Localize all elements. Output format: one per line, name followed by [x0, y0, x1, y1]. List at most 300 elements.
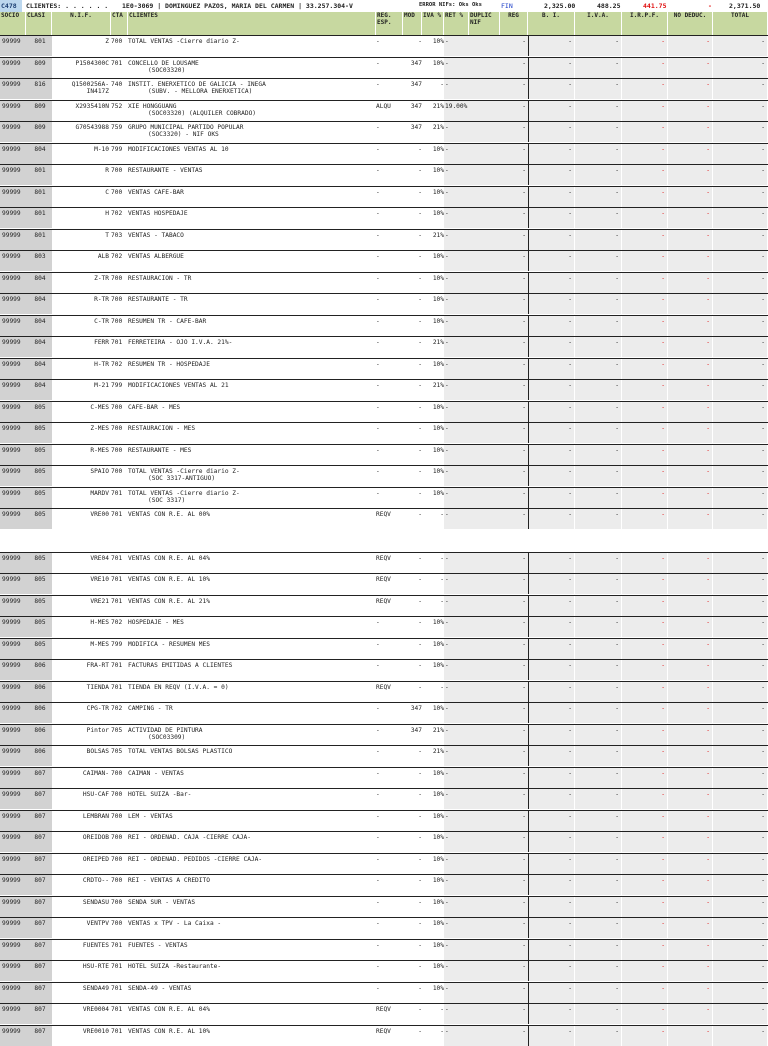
- socio-cell: 99999: [0, 294, 26, 314]
- table-row[interactable]: [0, 465, 768, 487]
- socio-cell: 99999: [0, 832, 26, 852]
- mod-cell: -: [403, 445, 422, 465]
- nif-cell: Z-TR: [52, 273, 111, 293]
- client-name-line: RESTAURANTE - MES: [128, 447, 191, 454]
- amount-cell: -: [668, 294, 713, 314]
- table-row[interactable]: [0, 573, 768, 595]
- ret-cell: -: [444, 359, 469, 379]
- table-row[interactable]: [0, 207, 768, 229]
- socio-cell: 99999: [0, 380, 26, 400]
- table-row[interactable]: [0, 121, 768, 143]
- reg-esp-cell: REQV: [376, 1004, 403, 1024]
- amount-cell: -: [668, 402, 713, 422]
- mod-cell: -: [403, 359, 422, 379]
- amount-cell: -: [528, 854, 575, 874]
- table-row[interactable]: [0, 422, 768, 444]
- amount-cell: -: [713, 703, 768, 723]
- table-row[interactable]: [0, 810, 768, 832]
- reg-esp-cell: -: [376, 337, 403, 357]
- amount-cell: -: [622, 725, 668, 745]
- iva-cell: 10%: [422, 875, 444, 895]
- amount-cell: -: [575, 660, 622, 680]
- ret-cell: 19.00%: [444, 101, 469, 121]
- mod-cell: -: [403, 940, 422, 960]
- amount-cell: -: [668, 380, 713, 400]
- amount-cell: -: [668, 961, 713, 981]
- amount-cell: -: [528, 380, 575, 400]
- amount-cell: -: [713, 875, 768, 895]
- client-name-line: MODIFICACIONES VENTAS AL 21: [128, 382, 229, 389]
- duplic-cell: [469, 725, 500, 745]
- amount-cell: -: [622, 918, 668, 938]
- table-row[interactable]: [0, 616, 768, 638]
- reg-cell: -: [500, 466, 528, 486]
- table-row[interactable]: [0, 874, 768, 896]
- ret-cell: -: [444, 961, 469, 981]
- amount-cell: -: [668, 445, 713, 465]
- table-row[interactable]: [0, 788, 768, 810]
- amount-cell: -: [575, 380, 622, 400]
- duplic-cell: [469, 144, 500, 164]
- amount-cell: -: [622, 122, 668, 142]
- client-name: [128, 144, 376, 164]
- ret-cell: -: [444, 36, 469, 56]
- amount-cell: -: [575, 703, 622, 723]
- amount-cell: -: [713, 725, 768, 745]
- nif-cell: SENDASU: [52, 897, 111, 917]
- clasi-cell: 807: [26, 875, 52, 895]
- clasi-cell: 807: [26, 832, 52, 852]
- cta-cell: 799: [111, 380, 128, 400]
- cta-cell: 701: [111, 961, 128, 981]
- table-row[interactable]: [0, 487, 768, 509]
- reg-cell: -: [500, 854, 528, 874]
- clasi-cell: 804: [26, 337, 52, 357]
- table-row[interactable]: [0, 78, 768, 100]
- amount-cell: -: [528, 273, 575, 293]
- clasi-cell: 807: [26, 897, 52, 917]
- amount-cell: -: [575, 875, 622, 895]
- client-name: [128, 961, 376, 981]
- duplic-cell: [469, 918, 500, 938]
- table-row[interactable]: [0, 164, 768, 186]
- client-name: [128, 811, 376, 831]
- ret-cell: -: [444, 230, 469, 250]
- amount-cell: -: [622, 639, 668, 659]
- reg-cell: -: [500, 337, 528, 357]
- amount-cell: -: [528, 617, 575, 637]
- ret-cell: -: [444, 187, 469, 207]
- mod-cell: -: [403, 165, 422, 185]
- amount-cell: -: [622, 251, 668, 271]
- duplic-cell: [469, 509, 500, 529]
- table-row[interactable]: [0, 272, 768, 294]
- amount-cell: -: [668, 359, 713, 379]
- socio-cell: 99999: [0, 854, 26, 874]
- nif-cell: HSU-RTE: [52, 961, 111, 981]
- table-row[interactable]: [0, 358, 768, 380]
- table-row[interactable]: [0, 681, 768, 703]
- client-name-line: REI - VENTAS A CREDITO: [128, 877, 210, 884]
- client-name: [128, 251, 376, 271]
- clientes-label: CLIENTES: . . . . . .: [26, 2, 108, 10]
- client-name-line: REI - ORDENAD. PEDIDOS -CIERRE CAJA-: [128, 856, 262, 863]
- reg-cell: -: [500, 617, 528, 637]
- ret-cell: -: [444, 122, 469, 142]
- amount-cell: -: [528, 940, 575, 960]
- amount-cell: -: [575, 337, 622, 357]
- amount-cell: -: [713, 854, 768, 874]
- duplic-cell: [469, 402, 500, 422]
- reg-cell: -: [500, 423, 528, 443]
- header-bi: B. I.: [528, 12, 575, 35]
- nif-cell: SPAIO: [52, 466, 111, 486]
- iva-cell: 10%: [422, 703, 444, 723]
- header-duplic-nif: DUPLIC NIF: [469, 12, 500, 35]
- ret-cell: -: [444, 1004, 469, 1024]
- table-row[interactable]: [0, 552, 768, 574]
- socio-cell: 99999: [0, 488, 26, 508]
- client-name: [128, 875, 376, 895]
- amount-cell: -: [713, 1026, 768, 1046]
- amount-cell: -: [575, 746, 622, 766]
- clasi-cell: 807: [26, 854, 52, 874]
- reg-esp-cell: REQV: [376, 574, 403, 594]
- duplic-cell: [469, 380, 500, 400]
- duplic-cell: [469, 294, 500, 314]
- cta-cell: 700: [111, 187, 128, 207]
- amount-cell: -: [575, 488, 622, 508]
- table-row[interactable]: [0, 100, 768, 122]
- table-row[interactable]: [0, 1003, 768, 1025]
- reg-esp-cell: -: [376, 230, 403, 250]
- socio-cell: 99999: [0, 251, 26, 271]
- clasi-cell: 807: [26, 961, 52, 981]
- ret-cell: -: [444, 897, 469, 917]
- nif-cell: H-TR: [52, 359, 111, 379]
- client-name: [128, 423, 376, 443]
- table-row[interactable]: [0, 229, 768, 251]
- reg-cell: -: [500, 596, 528, 616]
- socio-cell: 99999: [0, 660, 26, 680]
- mod-cell: -: [403, 466, 422, 486]
- reg-esp-cell: -: [376, 725, 403, 745]
- amount-cell: -: [713, 36, 768, 56]
- nif-cell: FRA-RT: [52, 660, 111, 680]
- ret-cell: -: [444, 273, 469, 293]
- table-row[interactable]: [0, 939, 768, 961]
- table-row[interactable]: [0, 444, 768, 466]
- amount-cell: -: [528, 359, 575, 379]
- clasi-cell: 803: [26, 251, 52, 271]
- socio-cell: 99999: [0, 101, 26, 121]
- nif-cell: FUENTES: [52, 940, 111, 960]
- reg-esp-cell: -: [376, 359, 403, 379]
- iva-cell: 21%: [422, 337, 444, 357]
- nif-cell: BOLSAS: [52, 746, 111, 766]
- amount-cell: -: [575, 918, 622, 938]
- client-name-line: VENTAS - TABACO: [128, 232, 184, 239]
- mod-cell: 347: [403, 122, 422, 142]
- table-row[interactable]: [0, 638, 768, 660]
- amount-cell: -: [622, 488, 668, 508]
- mod-cell: 347: [403, 703, 422, 723]
- duplic-cell: [469, 273, 500, 293]
- duplic-cell: [469, 682, 500, 702]
- iva-cell: 10%: [422, 423, 444, 443]
- amount-cell: -: [668, 230, 713, 250]
- amount-cell: -: [622, 897, 668, 917]
- mod-cell: -: [403, 509, 422, 529]
- client-name-line: GRUPO MUNICIPAL PARTIDO POPULAR: [128, 124, 243, 131]
- amount-cell: -: [528, 768, 575, 788]
- client-name: [128, 682, 376, 702]
- table-row[interactable]: [0, 896, 768, 918]
- socio-cell: 99999: [0, 337, 26, 357]
- mod-cell: -: [403, 1004, 422, 1024]
- client-name-line: XIE HONGGUANG: [128, 103, 176, 110]
- ret-cell: -: [444, 445, 469, 465]
- client-name-line: VENTAS CON R.E. AL 10%: [128, 576, 210, 583]
- clasi-cell: 804: [26, 144, 52, 164]
- client-name: [128, 897, 376, 917]
- socio-cell: 99999: [0, 875, 26, 895]
- amount-cell: -: [668, 509, 713, 529]
- socio-cell: 99999: [0, 165, 26, 185]
- cta-cell: 702: [111, 703, 128, 723]
- client-name: [128, 445, 376, 465]
- ret-cell: -: [444, 832, 469, 852]
- table-row[interactable]: [0, 659, 768, 681]
- client-name-line: TIENDA EN REQV (I.V.A. = 0): [128, 684, 229, 691]
- amount-cell: -: [713, 639, 768, 659]
- amount-cell: -: [713, 789, 768, 809]
- socio-cell: 99999: [0, 789, 26, 809]
- socio-cell: 99999: [0, 574, 26, 594]
- amount-cell: -: [668, 703, 713, 723]
- duplic-cell: [469, 58, 500, 78]
- table-row[interactable]: [0, 917, 768, 939]
- amount-cell: -: [528, 79, 575, 99]
- reg-esp-cell: -: [376, 875, 403, 895]
- socio-cell: 99999: [0, 961, 26, 981]
- socio-cell: 99999: [0, 58, 26, 78]
- mod-cell: -: [403, 596, 422, 616]
- iva-cell: 10%: [422, 660, 444, 680]
- duplic-cell: [469, 445, 500, 465]
- fin-link[interactable]: FIN: [501, 2, 513, 10]
- amount-cell: -: [528, 660, 575, 680]
- table-row[interactable]: [0, 315, 768, 337]
- amount-cell: -: [713, 553, 768, 573]
- amount-cell: -: [575, 251, 622, 271]
- amount-cell: -: [575, 897, 622, 917]
- table-row[interactable]: [0, 379, 768, 401]
- table-row[interactable]: [0, 853, 768, 875]
- socio-cell: 99999: [0, 423, 26, 443]
- nif-cell: C-TR: [52, 316, 111, 336]
- header-no-deduc: NO DEDUC.: [668, 12, 713, 35]
- amount-cell: -: [668, 273, 713, 293]
- client-name-line: RESUMEN TR - HOSPEDAJE: [128, 361, 210, 368]
- mod-cell: -: [403, 187, 422, 207]
- ret-cell: -: [444, 423, 469, 443]
- table-row[interactable]: [0, 767, 768, 789]
- cta-cell: 702: [111, 208, 128, 228]
- client-name: [128, 466, 376, 486]
- socio-cell: 99999: [0, 36, 26, 56]
- amount-cell: -: [528, 682, 575, 702]
- reg-esp-cell: REQV: [376, 682, 403, 702]
- nif-cell: M-21: [52, 380, 111, 400]
- amount-cell: -: [528, 144, 575, 164]
- table-row[interactable]: [0, 143, 768, 165]
- socio-cell: 99999: [0, 553, 26, 573]
- table-row[interactable]: [0, 250, 768, 272]
- mod-cell: -: [403, 380, 422, 400]
- mod-cell: -: [403, 660, 422, 680]
- client-name-line: VENTAS CAFE-BAR: [128, 189, 184, 196]
- cta-cell: 702: [111, 617, 128, 637]
- cta-cell: 752: [111, 101, 128, 121]
- ret-cell: -: [444, 58, 469, 78]
- amount-cell: -: [622, 617, 668, 637]
- client-name-line: RESTAURACION - MES: [128, 425, 195, 432]
- nif-cell: ALB: [52, 251, 111, 271]
- table-row[interactable]: [0, 982, 768, 1004]
- cta-cell: 700: [111, 445, 128, 465]
- ret-cell: -: [444, 639, 469, 659]
- client-name: [128, 660, 376, 680]
- amount-cell: -: [622, 509, 668, 529]
- table-row[interactable]: [0, 745, 768, 767]
- table-row[interactable]: [0, 595, 768, 617]
- sheet-code: C478: [0, 0, 22, 12]
- nif-cell: R: [52, 165, 111, 185]
- amount-cell: -: [713, 918, 768, 938]
- amount-cell: -: [622, 768, 668, 788]
- table-row[interactable]: [0, 35, 768, 57]
- reg-esp-cell: -: [376, 187, 403, 207]
- amount-cell: -: [622, 165, 668, 185]
- table-row[interactable]: [0, 336, 768, 358]
- reg-cell: -: [500, 58, 528, 78]
- clasi-cell: 806: [26, 703, 52, 723]
- nif-cell: TIENDA: [52, 682, 111, 702]
- table-row[interactable]: [0, 293, 768, 315]
- iva-cell: 10%: [422, 768, 444, 788]
- reg-esp-cell: -: [376, 144, 403, 164]
- amount-cell: -: [575, 1004, 622, 1024]
- client-name-line: HOTEL SUIZA -Restaurante-: [128, 963, 221, 970]
- clasi-cell: 807: [26, 940, 52, 960]
- reg-cell: -: [500, 165, 528, 185]
- amount-cell: -: [528, 639, 575, 659]
- amount-cell: -: [622, 445, 668, 465]
- ret-cell: -: [444, 144, 469, 164]
- table-row[interactable]: [0, 831, 768, 853]
- client-name: [128, 36, 376, 56]
- nif-cell: T: [52, 230, 111, 250]
- amount-cell: -: [713, 122, 768, 142]
- amount-cell: -: [622, 703, 668, 723]
- amount-cell: -: [713, 58, 768, 78]
- table-row[interactable]: [0, 1025, 768, 1046]
- amount-cell: -: [575, 940, 622, 960]
- amount-cell: -: [713, 897, 768, 917]
- amount-cell: -: [713, 940, 768, 960]
- amount-cell: -: [668, 466, 713, 486]
- iva-cell: 10%: [422, 983, 444, 1003]
- amount-cell: -: [713, 445, 768, 465]
- table-row[interactable]: [0, 702, 768, 724]
- table-row[interactable]: [0, 960, 768, 982]
- client-name: [128, 337, 376, 357]
- amount-cell: -: [668, 832, 713, 852]
- mod-cell: -: [403, 294, 422, 314]
- nif-cell: G70543988: [52, 122, 111, 142]
- amount-cell: -: [622, 79, 668, 99]
- amount-cell: -: [713, 337, 768, 357]
- table-row[interactable]: [0, 401, 768, 423]
- socio-cell: 99999: [0, 273, 26, 293]
- table-row[interactable]: [0, 724, 768, 746]
- amount-cell: -: [575, 961, 622, 981]
- amount-cell: -: [528, 918, 575, 938]
- clasi-cell: 804: [26, 294, 52, 314]
- amount-cell: -: [575, 230, 622, 250]
- table-row[interactable]: [0, 57, 768, 79]
- duplic-cell: [469, 423, 500, 443]
- amount-cell: -: [668, 36, 713, 56]
- duplic-cell: [469, 811, 500, 831]
- amount-cell: -: [528, 509, 575, 529]
- reg-esp-cell: -: [376, 832, 403, 852]
- cta-cell: 700: [111, 854, 128, 874]
- client-name-line: INSTIT. ENERXETICO DE GALICIA - INEGA: [128, 81, 266, 88]
- clasi-cell: 804: [26, 359, 52, 379]
- amount-cell: -: [575, 983, 622, 1003]
- amount-cell: -: [622, 36, 668, 56]
- reg-esp-cell: -: [376, 660, 403, 680]
- cta-cell: 700: [111, 875, 128, 895]
- table-row[interactable]: [0, 508, 768, 530]
- reg-esp-cell: -: [376, 466, 403, 486]
- client-name-sub: (SOC03309): [128, 734, 185, 741]
- socio-cell: 99999: [0, 897, 26, 917]
- reg-esp-cell: REQV: [376, 509, 403, 529]
- socio-cell: 99999: [0, 768, 26, 788]
- amount-cell: -: [713, 617, 768, 637]
- reg-cell: -: [500, 509, 528, 529]
- cta-cell: 700: [111, 789, 128, 809]
- table-row[interactable]: [0, 186, 768, 208]
- cta-cell: 705: [111, 725, 128, 745]
- cta-cell: 703: [111, 230, 128, 250]
- mod-cell: -: [403, 897, 422, 917]
- client-name-line: SENDA-49 - VENTAS: [128, 985, 191, 992]
- ret-cell: -: [444, 488, 469, 508]
- socio-cell: 99999: [0, 144, 26, 164]
- mod-cell: -: [403, 337, 422, 357]
- amount-cell: -: [575, 574, 622, 594]
- ret-cell: -: [444, 918, 469, 938]
- amount-cell: -: [575, 79, 622, 99]
- mod-cell: -: [403, 273, 422, 293]
- client-name-line: CAIMAN - VENTAS: [128, 770, 184, 777]
- clasi-cell: 806: [26, 725, 52, 745]
- iva-cell: -: [422, 553, 444, 573]
